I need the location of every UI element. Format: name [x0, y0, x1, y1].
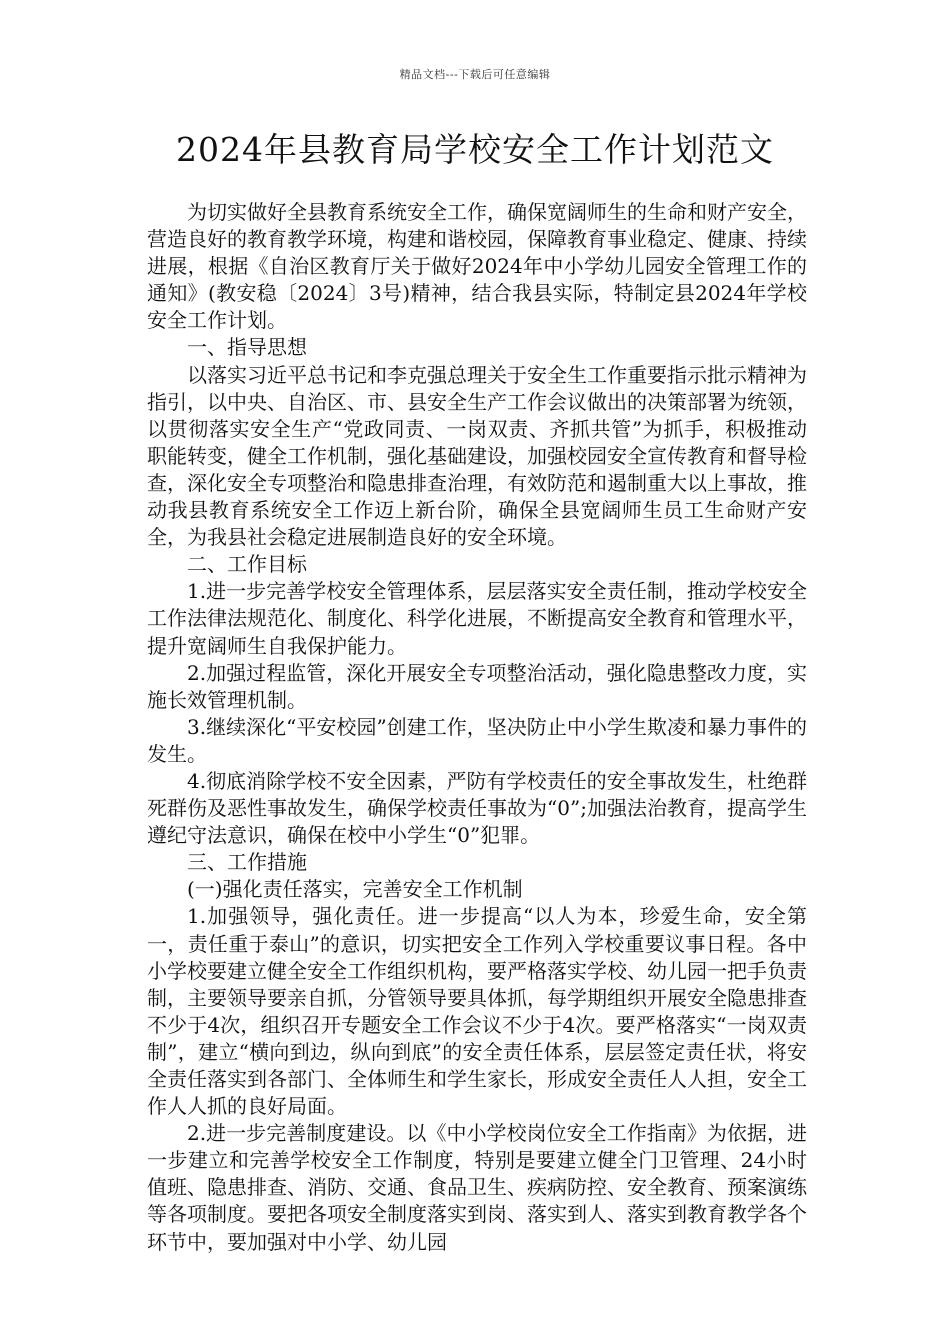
intro-paragraph: 为切实做好全县教育系统安全工作，确保宽阔师生的生命和财产安全，营造良好的教育教学环境，构建和谐校园，保障教育事业稳定、健康、持续进展，根据《自治区教育厅关于做好2024年中小学幼儿园安全管理工作的通知》(教安稳〔2024〕3号)精神，结合我县实际，特制定县2024年学校安全工作计划。 [147, 200, 807, 333]
document-body [147, 199, 807, 1256]
goal-item-3: 3.继续深化“平安校园”创建工作，坚决防止中小学生欺凌和暴力事件的发生。 [147, 714, 807, 766]
document-title: 2024年县教育局学校安全工作计划范文 [176, 130, 774, 169]
body-paragraph: 以落实习近平总书记和李克强总理关于安全生工作重要指示批示精神为指引，以中央、自治区、市、县安全生产工作会议做出的决策部署为统领，以贯彻落实安全生产“党政同责、一岗双责、齐抓共管”为抓手，积极推动职能转变，健全工作机制，强化基础建设，加强校园安全宣传教育和督导检查，深化安全专项整治和隐患排查治理，有效防范和遏制重大以上事故，推动我县教育系统安全工作迈上新台阶，确保全县宽阔师生员工生命财产安全，为我县社会稳定进展制造良好的安全环境。 [147, 362, 807, 550]
goal-item-1: 1.进一步完善学校安全管理体系，层层落实安全责任制，推动学校安全工作法律法规范化、制度化、科学化进展，不断提高安全教育和管理水平，提升宽阔师生自我保护能力。 [147, 579, 807, 658]
measure-item-1: 1.加强领导，强化责任。进一步提高“以人为本，珍爱生命，安全第一，责任重于泰山”的意识，切实把安全工作列入学校重要议事日程。各中小学校要建立健全安全工作组织机构，要严格落实学校、幼儿园一把手负责制，主要领导要亲自抓，分管领导要具体抓，每学期组织开展安全隐患排查不少于4次，组织召开专题安全工作会议不少于4次。要严格落实“一岗双责制”，建立“横向到边，纵向到底”的安全责任体系，层层签定责任状，将安全责任落实到各部门、全体师生和学生家长，形成安全责任人人担，安全工作人人抓的良好局面。 [147, 904, 807, 1119]
goal-item-4: 4.彻底消除学校不安全因素，严防有学校责任的安全事故发生，杜绝群死群伤及恶性事故发生，确保学校责任事故为“0”;加强法治教育，提高学生遵纪守法意识，确保在校中小学生“0”犯罪。 [147, 768, 807, 848]
section-heading-guiding-ideology: 一、指导思想 [187, 335, 307, 360]
section-heading-work-goals: 二、工作目标 [187, 552, 307, 577]
subsection-heading-1: (一)强化责任落实，完善安全工作机制 [187, 877, 523, 902]
section-heading-work-measures: 三、工作措施 [187, 850, 307, 875]
goal-item-2: 2.加强过程监管，深化开展安全专项整治活动，强化隐患整改力度，实施长效管理机制。 [147, 660, 807, 712]
header-note: 精品文档---下载后可任意编辑 [399, 68, 551, 81]
measure-item-2: 2.进一步完善制度建设。以《中小学校岗位安全工作指南》为依据，进一步建立和完善学校安全工作制度，特别是要建立健全门卫管理、24小时值班、隐患排查、消防、交通、食品卫生、疾病防控、安全教育、预案演练等各项制度。要把各项安全制度落实到岗、落实到人、落实到教育教学各个环节中，要加强对中小学、幼儿园 [147, 1121, 807, 1254]
